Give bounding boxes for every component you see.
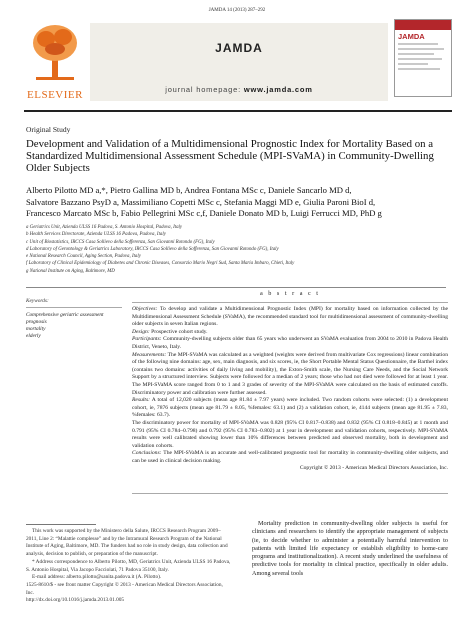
- abstract-divider: [132, 302, 448, 303]
- keywords-divider: [26, 307, 122, 308]
- design-text: Prospective cohort study.: [151, 328, 208, 335]
- keyword: Comprehensive geriatric assessment: [26, 312, 104, 318]
- elsevier-wordmark: ELSEVIER: [27, 89, 83, 101]
- keyword: elderly: [26, 333, 41, 340]
- results-label: Results:: [132, 397, 151, 404]
- affiliation: b Health Services Directorate, Azienda ULSS 16 Padova, Padova, Italy: [26, 232, 166, 238]
- keyword-list: [26, 312, 122, 340]
- affiliation: c Unit of Biostatistics, IRCCS Casa Sollievo della Sofferenza, San Giovanni Rotondo (FG), Italy: [26, 239, 215, 245]
- journal-banner: [90, 23, 388, 101]
- keyword: prognosis: [26, 319, 47, 326]
- footnote-divider: [26, 524, 96, 525]
- keyword: mortality: [26, 326, 46, 333]
- participants-text: Community-dwelling subjects older than 65 years who underwent an SVaMA evaluation from 2004 to 2010 in Padova Health District, Veneto, Italy.: [132, 336, 448, 350]
- issn-line: 1525-8610/$ - see front matter Copyright © 2013 - American Medical Directors Association, Inc.: [26, 581, 223, 596]
- conclusions-label: Conclusions:: [132, 450, 162, 457]
- results-text: A total of 12,020 subjects (mean age 81.84 ± 7.97 years) were included. Two random cohorts were selected: (1) a development cohort, ie, 7876 subjects (mean age 81.79 ± 8.05, %females: 63.1) and (2) a validation cohort, ie, 4144 subjects (mean age 81.95 ± 7.83, %females: 63.7).: [132, 397, 448, 419]
- doi-link[interactable]: http://dx.doi.org/10.1016/j.jamda.2013.01.005: [26, 597, 125, 604]
- objectives-label: Objectives:: [132, 306, 158, 312]
- affiliation-list: [26, 224, 446, 275]
- keywords-panel: [26, 298, 122, 340]
- tree-icon: [30, 21, 80, 83]
- abstract-participants: [132, 336, 448, 351]
- masthead-divider: [24, 110, 452, 112]
- affiliation: d Laboratory of Gerontology & Geriatrics Laboratory, IRCCS Casa Sollievo della Sofferenza, San Giovanni Rotondo (FG), Italy: [26, 246, 279, 252]
- participants-label: Participants:: [132, 336, 162, 343]
- affiliation: g National Institute on Aging, Baltimore, MD: [26, 268, 115, 274]
- abstract-copyright: Copyright © 2013 - American Medical Directors Association, Inc.: [299, 465, 448, 472]
- design-label: Design:: [132, 328, 150, 335]
- funding-note: This work was supported by the Ministero della Salute, IRCCS Research Program 2009–2011, Line 2: “Malattie complesse” and by the Intramural Research Program of the National Institute of Aging, Baltimore, MD. The funders had no role in study design, data collection and analysis, decision to publish, or preparation of the manuscript.: [26, 528, 228, 558]
- abstract-text: [132, 306, 448, 473]
- conclusions-text: The MPI-SVaMA is an accurate and well-calibrated prognostic tool for mortality in community-dwelling older subjects, and can be used in clinical decision making.: [132, 450, 448, 464]
- measurements-label: Measurements:: [132, 351, 167, 358]
- abstract-bottom-divider: [132, 493, 448, 494]
- author-line: Salvatore Bazzano PsyD a, Massimiliano Copetti MSc c, Stefania Maggi MD e, Giulia Paroni BioI d,: [26, 196, 376, 207]
- affiliation: f Laboratory of Clinical Epidemiology of Diabetes and Chronic Diseases, Consorzio Mario Negri Sud, Santa Maria Imbaro, Chieti, Italy: [26, 261, 295, 267]
- journal-cover-thumbnail: [394, 19, 452, 97]
- abstract-results-continued: The discriminatory power for mortality of MPI-SVaMA was 0.828 (95% CI 0.817–0.838) and 0.832 (95% CI 0.818–0.845) at 1 month and 0.791 (95% CI 0.784–0.798) and 0.792 (95% CI 0.783–0.802) at 1 year in development and validation cohorts, respectively. MPI-SVaMA results were well calibrated showing lower than 10% differences between predicted and observed mortality, both in development and validation cohorts.: [132, 419, 448, 449]
- measurements-text: The MPI-SVaMA was calculated as a weighted (weights were derived from multivariate Cox regressions) linear combination of the following nine domains: age, sex, main diagnosis, and six scores, ie, the Short Portable Mental Status Questionnaire, the Barthel index (contains two domains: activities of daily living and mobility), the Exton-Smith scale, the Nursing Care Needs, and the Social Network Support by a structured interview. Subjects were followed for a median of 2 years; those who had not died were followed for at least 1 year. The MPI-SVaMA score ranged from 0 to 1 and 3 grades of severity of the MPI-SVaMA were calculated on the basis of estimated cutoffs. Discriminatory power and calibration were further assessed.: [132, 351, 448, 396]
- author-line: Francesco Marcato MSc b, Fabio Pellegrini MSc c,f, Daniele Donato MD b, Luigi Ferrucci MD, PhD g: [26, 208, 382, 219]
- correspondence-note: * Address correspondence to Alberto Pilotto, MD, Geriatrics Unit, Azienda ULSS 16 Padova, S. Antonio Hospital, Via Jacopo Facciolati, 71 Padova 35100, Italy.: [26, 558, 231, 573]
- abstract-results: [132, 397, 448, 420]
- cover-content-lines: [398, 43, 448, 70]
- cover-journal-name: JAMDA: [398, 32, 425, 41]
- objectives-text: To develop and validate a Multidimensional Prognostic Index (MPI) for mortality based on information collected by the Multidimensional Assessment Schedule (SVaMA), the recommended standard tool for multidimensional assessment of community-dwelling older subjects in seven Italian regions.: [132, 306, 448, 328]
- elsevier-logo[interactable]: [24, 19, 86, 101]
- footnotes: [26, 500, 232, 605]
- abstract-conclusions: [132, 450, 448, 465]
- abstract-heading: a b s t r a c t: [259, 290, 321, 297]
- cover-band: [395, 20, 451, 30]
- author-list: [26, 185, 446, 220]
- journal-masthead: [24, 19, 452, 107]
- affiliation: a Geriatrics Unit, Azienda ULSS 16 Padova, S. Antonio Hospital, Padova, Italy: [26, 225, 183, 230]
- article-title: Development and Validation of a Multidimensional Prognostic Index for Mortality Based on a Standardized Multidimensional Assessment Schedule (MPI-SVaMA) in Community-Dwelling Older Subjects: [26, 138, 434, 175]
- keywords-heading: Keywords:: [26, 298, 49, 304]
- homepage-link[interactable]: www.jamda.com: [243, 85, 313, 94]
- affiliation: e National Research Council, Aging Section, Padova, Italy: [26, 254, 141, 260]
- journal-homepage: [90, 85, 388, 94]
- affiliation-divider: [26, 287, 446, 288]
- email-note[interactable]: E-mail address: alberto.pilotto@sanita.padova.it (A. Pilotto).: [32, 574, 162, 581]
- author-line: Alberto Pilotto MD a,*, Pietro Gallina MD b, Andrea Fontana MSc c, Daniele Sancarlo MD d,: [26, 185, 352, 195]
- article-section: Original Study: [26, 125, 71, 134]
- journal-title: JAMDA: [215, 41, 263, 55]
- abstract-objectives: [132, 306, 448, 329]
- homepage-prefix: journal homepage:: [165, 85, 241, 94]
- body-introduction: Mortality prediction in community-dwelling older subjects is useful for clinicians and researchers to identify the appropriate management of subjects (ie, to decide whether to administer a potentially harmful intervention to patients with limited life expectancy or establish eligibility to home-care programs and institutionalization). A recent study underlined the usefulness of predictive tools for mortality in clinical practice, specifically in older adults. Among several tools: [252, 520, 448, 577]
- abstract-measurements: [132, 352, 448, 398]
- journal-reference: JAMDA 14 (2013) 287–292: [208, 8, 266, 13]
